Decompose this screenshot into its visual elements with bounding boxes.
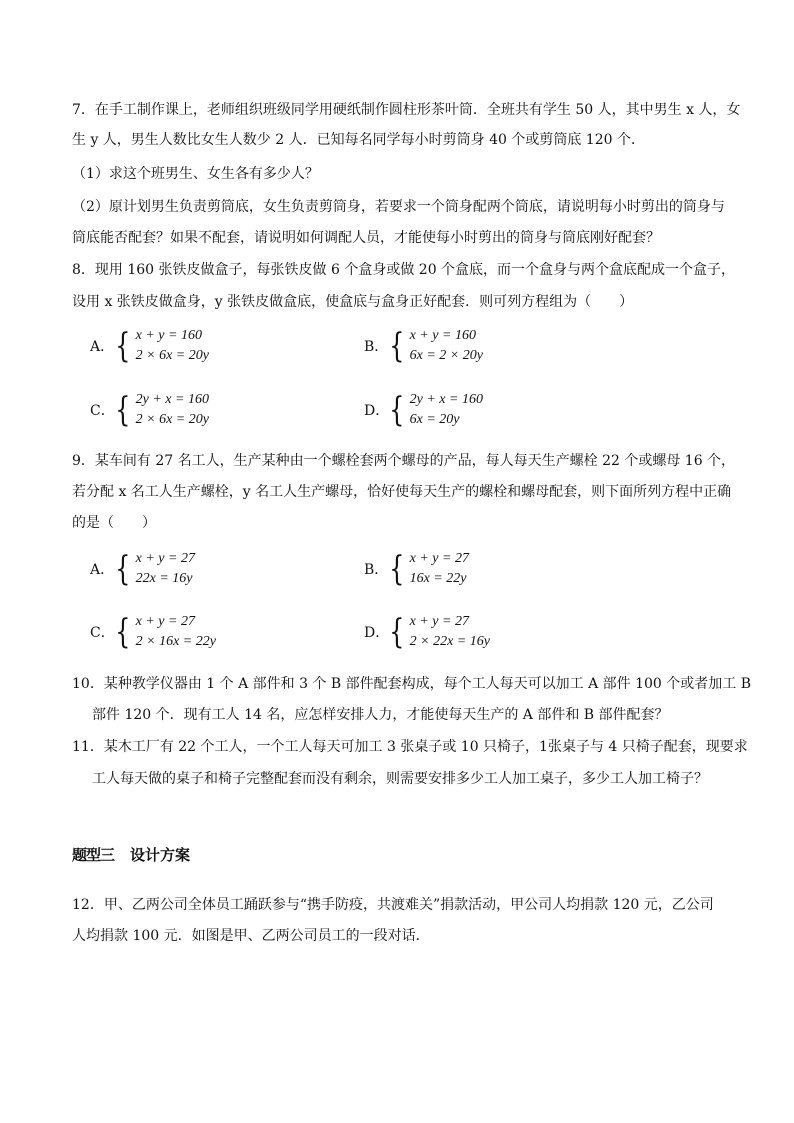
brace-icon: { bbox=[115, 326, 131, 366]
option-label: D． bbox=[364, 403, 390, 419]
equation-system bbox=[410, 326, 483, 366]
option-label: B． bbox=[364, 339, 389, 355]
brace-icon: { bbox=[389, 390, 405, 430]
q9-option-d[interactable] bbox=[364, 612, 490, 652]
q9-option-c[interactable] bbox=[90, 612, 216, 652]
equation-1: x + y = 27 bbox=[409, 614, 469, 629]
equation-1: x + y = 27 bbox=[409, 551, 469, 566]
q9-option-b[interactable] bbox=[364, 549, 469, 589]
equation-system bbox=[136, 549, 195, 589]
q11-line-1: 11．某木工厂有 22 个工人，一个工人每天可加工 3 张桌子或 10 只椅子，1张桌子与 4 只椅子配套，现要求 bbox=[72, 739, 748, 755]
q7-sub-1: （1）求这个班男生、女生各有多少人？ bbox=[72, 166, 319, 182]
q12-line-2: 人均捐款 100 元．如图是甲、乙两公司员工的一段对话． bbox=[72, 928, 430, 944]
q8-line-2: 设用 x 张铁皮做盒身，y 张铁皮做盒底，使盒底与盒身正好配套．则可列方程组为（ ） bbox=[72, 294, 634, 310]
brace-icon: { bbox=[115, 612, 131, 652]
option-label: A． bbox=[90, 562, 115, 578]
equation-1: x + y = 27 bbox=[135, 614, 195, 629]
q8-option-c[interactable] bbox=[90, 390, 209, 430]
q9-line-2: 若分配 x 名工人生产螺栓，y 名工人生产螺母，恰好使每天生产的螺栓和螺母配套，则下面所列方程中正确 bbox=[72, 484, 732, 500]
equation-2: 2 × 16x = 22y bbox=[135, 634, 216, 649]
q8-option-a[interactable] bbox=[90, 326, 209, 366]
brace-icon: { bbox=[115, 390, 131, 430]
equation-system bbox=[410, 612, 490, 652]
equation-2: 2 × 22x = 16y bbox=[409, 634, 490, 649]
q8-option-b[interactable] bbox=[364, 326, 483, 366]
q7-line-1: 7．在手工制作课上，老师组织班级同学用硬纸制作圆柱形茶叶筒．全班共有学生 50 人，其中男生 x 人，女 bbox=[72, 102, 741, 118]
equation-2: 2 × 6x = 20y bbox=[135, 412, 209, 427]
q7-line-2: 生 y 人，男生人数比女生人数少 2 人．已知每名同学每小时剪筒身 40 个或剪筒底 120 个． bbox=[72, 132, 645, 148]
equation-1: x + y = 160 bbox=[135, 328, 202, 343]
q12-line-1: 12．甲、乙两公司全体员工踊跃参与“携手防疫，共渡难关”捐款活动，甲公司人均捐款 120 元，乙公司 bbox=[72, 897, 714, 913]
brace-icon: { bbox=[389, 612, 405, 652]
equation-2: 6x = 20y bbox=[409, 412, 460, 427]
equation-system bbox=[136, 326, 209, 366]
option-label: C． bbox=[90, 403, 115, 419]
brace-icon: { bbox=[115, 549, 131, 589]
option-label: A． bbox=[90, 339, 115, 355]
equation-1: x + y = 160 bbox=[409, 328, 476, 343]
q11-line-2: 工人每天做的桌子和椅子完整配套而没有剩余，则需要安排多少工人加工桌子，多少工人加工椅子？ bbox=[92, 771, 708, 787]
equation-2: 2 × 6x = 20y bbox=[135, 348, 209, 363]
equation-2: 16x = 22y bbox=[409, 571, 467, 586]
q7-sub-2b: 筒底能否配套？如果不配套，请说明如何调配人员，才能使每小时剪出的筒身与筒底刚好配套？ bbox=[72, 230, 660, 246]
equation-2: 22x = 16y bbox=[135, 571, 193, 586]
section-heading bbox=[72, 844, 190, 865]
equation-system bbox=[410, 390, 483, 430]
equation-system bbox=[136, 390, 209, 430]
q9-line-3: 的是（ ） bbox=[72, 515, 156, 531]
q10-line-1: 10．某种教学仪器由 1 个 A 部件和 3 个 B 部件配套构成，每个工人每天可以加工 A 部件 100 个或者加工 B bbox=[72, 676, 751, 692]
equation-1: 2y + x = 160 bbox=[135, 392, 209, 407]
section-badge: 题型三 bbox=[72, 846, 115, 864]
equation-system bbox=[136, 612, 216, 652]
q9-line-1: 9．某车间有 27 名工人，生产某种由一个螺栓套两个螺母的产品，每人每天生产螺栓 22 个或螺母 16 个， bbox=[72, 453, 736, 469]
option-label: B． bbox=[364, 562, 389, 578]
option-label: D． bbox=[364, 625, 390, 641]
option-label: C． bbox=[90, 625, 115, 641]
brace-icon: { bbox=[389, 326, 405, 366]
q9-option-a[interactable] bbox=[90, 549, 195, 589]
q10-line-2: 部件 120 个．现有工人 14 名，应怎样安排人力，才能使每天生产的 A 部件和 B 部件配套？ bbox=[92, 707, 669, 723]
equation-1: x + y = 27 bbox=[135, 551, 195, 566]
brace-icon: { bbox=[389, 549, 405, 589]
q8-line-1: 8．现用 160 张铁皮做盒子，每张铁皮做 6 个盒身或做 20 个盒底，而一个盒身与两个盒底配成一个盒子， bbox=[72, 262, 736, 278]
q8-option-d[interactable] bbox=[364, 390, 483, 430]
equation-system bbox=[410, 549, 469, 589]
equation-2: 6x = 2 × 20y bbox=[409, 348, 483, 363]
q7-sub-2a: （2）原计划男生负责剪筒底，女生负责剪筒身，若要求一个筒身配两个筒底，请说明每小时剪出的筒身与 bbox=[72, 199, 725, 215]
equation-1: 2y + x = 160 bbox=[409, 392, 483, 407]
section-title: 设计方案 bbox=[130, 846, 191, 864]
